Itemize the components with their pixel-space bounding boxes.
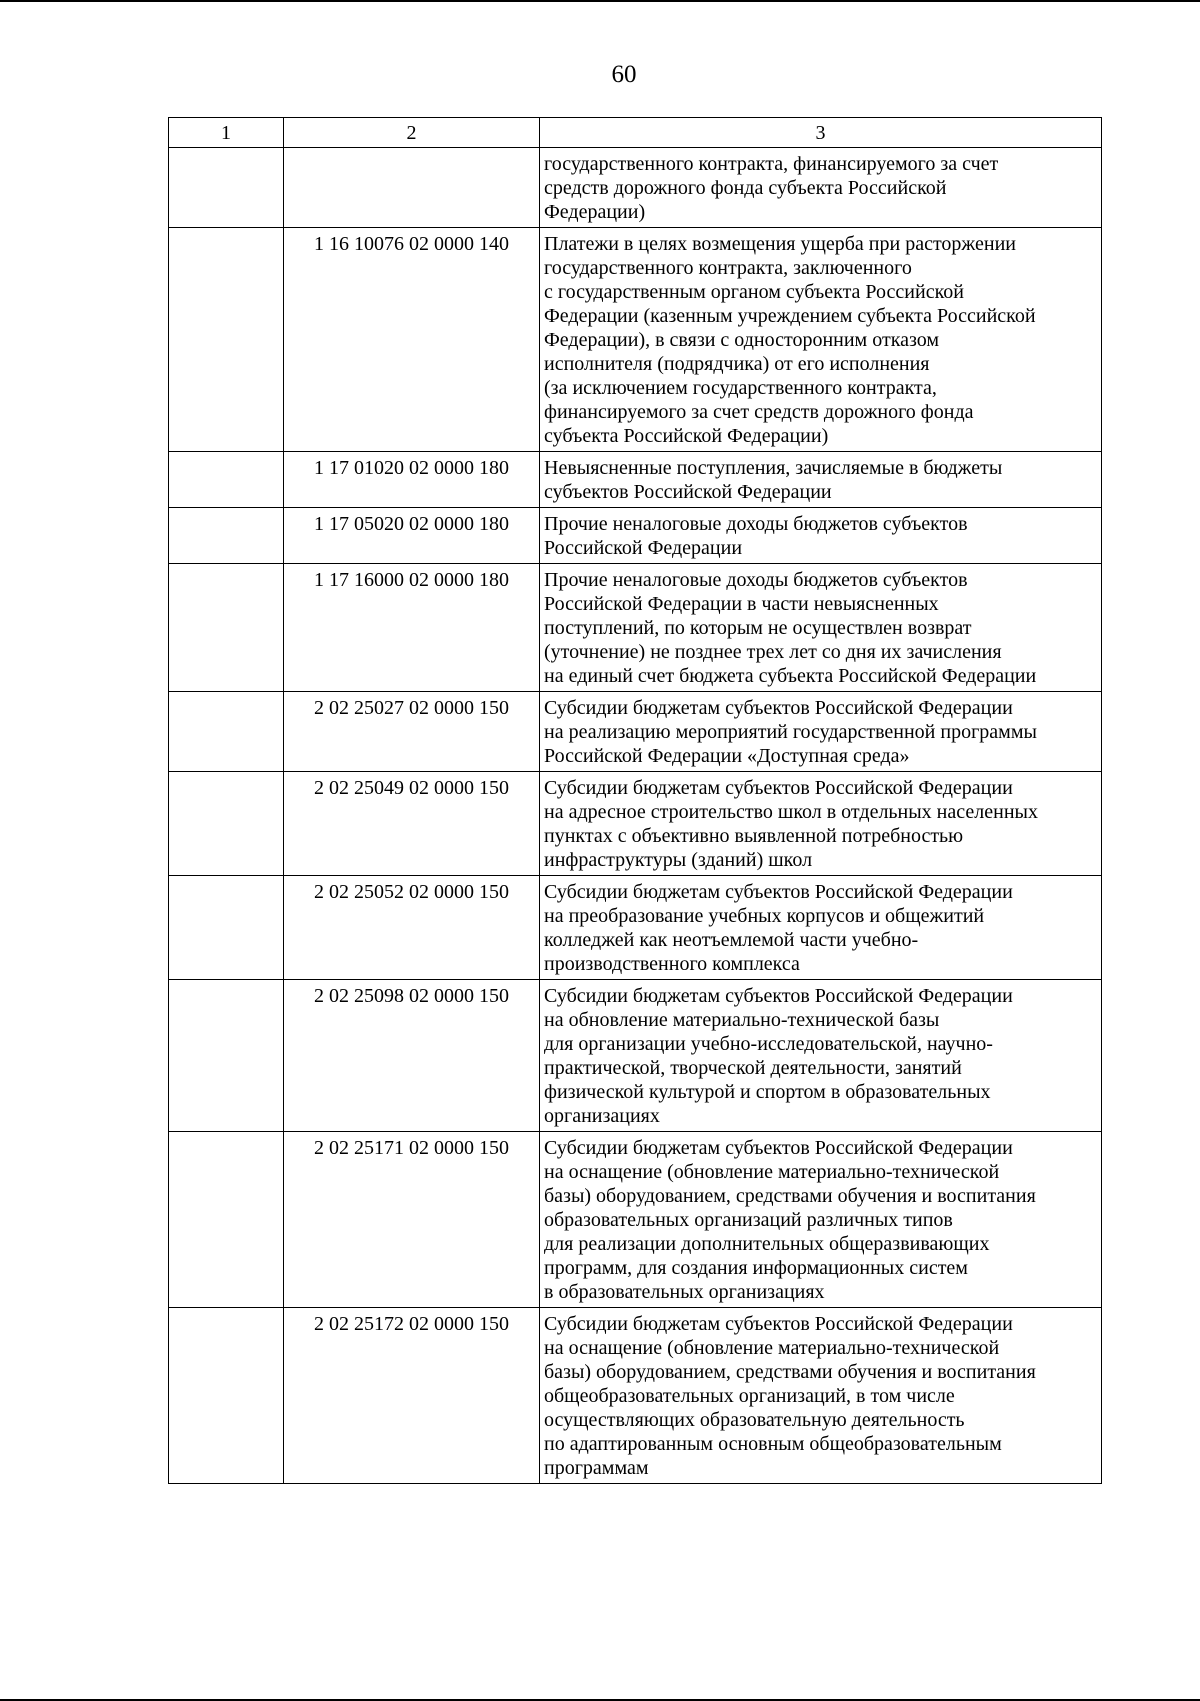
column-header-2: 2 bbox=[284, 118, 540, 148]
income-name-line: на преобразование учебных корпусов и общежитий bbox=[544, 905, 985, 927]
income-name-line: на реализацию мероприятий государственной программы bbox=[544, 721, 1037, 743]
table-body bbox=[169, 148, 1102, 1484]
cell-column-1 bbox=[169, 1132, 284, 1308]
cell-column-1 bbox=[169, 148, 284, 228]
table-row bbox=[169, 508, 1102, 564]
income-name-line: Федерации), в связи с односторонним отказом bbox=[544, 329, 940, 351]
income-name-line: Российской Федерации bbox=[544, 537, 743, 559]
income-name-cell bbox=[540, 564, 1102, 692]
income-name-line: Федерации) bbox=[544, 201, 646, 223]
income-name-line: пунктах с объективно выявленной потребностью bbox=[544, 825, 964, 847]
income-code-cell: 2 02 25171 02 0000 150 bbox=[284, 1132, 540, 1308]
cell-column-1 bbox=[169, 980, 284, 1132]
income-name-line: (за исключением государственного контракта, bbox=[544, 377, 937, 399]
income-code-cell: 2 02 25098 02 0000 150 bbox=[284, 980, 540, 1132]
page-top-edge bbox=[0, 0, 1200, 2]
table-row bbox=[169, 980, 1102, 1132]
income-name-line: исполнителя (подрядчика) от его исполнения bbox=[544, 353, 930, 375]
income-name-line: поступлений, по которым не осуществлен возврат bbox=[544, 617, 972, 639]
cell-column-1 bbox=[169, 876, 284, 980]
income-name-cell bbox=[540, 772, 1102, 876]
income-name-line: базы) оборудованием, средствами обучения и воспитания bbox=[544, 1361, 1036, 1383]
income-name-line: программ, для создания информационных систем bbox=[544, 1257, 968, 1279]
income-code-cell: 1 17 16000 02 0000 180 bbox=[284, 564, 540, 692]
column-header-3: 3 bbox=[540, 118, 1102, 148]
income-name-line: средств дорожного фонда субъекта Российской bbox=[544, 177, 947, 199]
cell-column-1 bbox=[169, 452, 284, 508]
income-name-line: (уточнение) не позднее трех лет со дня их зачисления bbox=[544, 641, 1002, 663]
income-code-cell: 2 02 25049 02 0000 150 bbox=[284, 772, 540, 876]
income-name-line: практической, творческой деятельности, занятий bbox=[544, 1057, 962, 1079]
income-name-line: Субсидии бюджетам субъектов Российской Федерации bbox=[544, 881, 1013, 903]
table-row bbox=[169, 692, 1102, 772]
income-name-line: Платежи в целях возмещения ущерба при расторжении bbox=[544, 233, 1016, 255]
cell-column-1 bbox=[169, 228, 284, 452]
income-name-line: на адресное строительство школ в отдельных населенных bbox=[544, 801, 1038, 823]
income-code-cell: 1 17 05020 02 0000 180 bbox=[284, 508, 540, 564]
income-name-line: на обновление материально-технической базы bbox=[544, 1009, 940, 1031]
income-name-line: на оснащение (обновление материально-технической bbox=[544, 1337, 1000, 1359]
income-name-line: Субсидии бюджетам субъектов Российской Федерации bbox=[544, 1137, 1013, 1159]
income-code-cell: 2 02 25052 02 0000 150 bbox=[284, 876, 540, 980]
income-name-line: программам bbox=[544, 1457, 649, 1479]
income-code-cell bbox=[284, 148, 540, 228]
income-code-cell: 2 02 25027 02 0000 150 bbox=[284, 692, 540, 772]
income-name-line: общеобразовательных организаций, в том числе bbox=[544, 1385, 955, 1407]
income-name-line: Невыясненные поступления, зачисляемые в бюджеты bbox=[544, 457, 1003, 479]
income-name-line: Субсидии бюджетам субъектов Российской Федерации bbox=[544, 1313, 1013, 1335]
income-name-line: субъекта Российской Федерации) bbox=[544, 425, 829, 447]
income-name-line: Федерации (казенным учреждением субъекта Российской bbox=[544, 305, 1036, 327]
income-name-cell bbox=[540, 508, 1102, 564]
table-row bbox=[169, 564, 1102, 692]
income-name-line: на единый счет бюджета субъекта Российской Федерации bbox=[544, 665, 1037, 687]
cell-column-1 bbox=[169, 508, 284, 564]
income-name-line: базы) оборудованием, средствами обучения и воспитания bbox=[544, 1185, 1036, 1207]
income-name-line: для организации учебно-исследовательской, научно- bbox=[544, 1033, 993, 1055]
income-name-line: Субсидии бюджетам субъектов Российской Федерации bbox=[544, 985, 1013, 1007]
income-name-line: инфраструктуры (зданий) школ bbox=[544, 849, 813, 871]
income-name-line: финансируемого за счет средств дорожного фонда bbox=[544, 401, 974, 423]
column-header-1: 1 bbox=[169, 118, 284, 148]
table-row bbox=[169, 228, 1102, 452]
income-name-line: по адаптированным основным общеобразовательным bbox=[544, 1433, 1002, 1455]
income-name-cell bbox=[540, 452, 1102, 508]
income-name-line: осуществляющих образовательную деятельность bbox=[544, 1409, 965, 1431]
income-name-cell bbox=[540, 692, 1102, 772]
income-name-cell bbox=[540, 228, 1102, 452]
table-row bbox=[169, 1132, 1102, 1308]
income-name-cell bbox=[540, 876, 1102, 980]
table-row bbox=[169, 1308, 1102, 1484]
income-name-line: субъектов Российской Федерации bbox=[544, 481, 832, 503]
table-header-row bbox=[169, 118, 1102, 148]
income-name-line: Прочие неналоговые доходы бюджетов субъектов bbox=[544, 569, 968, 591]
income-name-line: Субсидии бюджетам субъектов Российской Федерации bbox=[544, 697, 1013, 719]
budget-classification-table bbox=[168, 117, 1102, 1484]
cell-column-1 bbox=[169, 692, 284, 772]
cell-column-1 bbox=[169, 564, 284, 692]
income-name-line: физической культурой и спортом в образовательных bbox=[544, 1081, 991, 1103]
income-name-cell bbox=[540, 1308, 1102, 1484]
page-number: 60 bbox=[611, 61, 637, 88]
income-name-line: производственного комплекса bbox=[544, 953, 800, 975]
income-name-cell bbox=[540, 980, 1102, 1132]
table-row bbox=[169, 876, 1102, 980]
table-row bbox=[169, 452, 1102, 508]
table-row bbox=[169, 148, 1102, 228]
income-name-line: Субсидии бюджетам субъектов Российской Федерации bbox=[544, 777, 1013, 799]
income-name-line: Прочие неналоговые доходы бюджетов субъектов bbox=[544, 513, 968, 535]
income-name-line: государственного контракта, заключенного bbox=[544, 257, 912, 279]
income-code-cell: 1 17 01020 02 0000 180 bbox=[284, 452, 540, 508]
income-name-line: в образовательных организациях bbox=[544, 1281, 825, 1303]
cell-column-1 bbox=[169, 772, 284, 876]
income-code-cell: 2 02 25172 02 0000 150 bbox=[284, 1308, 540, 1484]
income-name-line: государственного контракта, финансируемого за счет bbox=[544, 153, 999, 175]
income-name-line: Российской Федерации в части невыясненных bbox=[544, 593, 939, 615]
income-name-line: организациях bbox=[544, 1105, 660, 1127]
table-row bbox=[169, 772, 1102, 876]
income-name-line: Российской Федерации «Доступная среда» bbox=[544, 745, 910, 767]
income-name-cell bbox=[540, 1132, 1102, 1308]
income-name-cell bbox=[540, 148, 1102, 228]
income-name-line: для реализации дополнительных общеразвивающих bbox=[544, 1233, 990, 1255]
income-name-line: на оснащение (обновление материально-технической bbox=[544, 1161, 1000, 1183]
income-name-line: колледжей как неотъемлемой части учебно- bbox=[544, 929, 919, 951]
income-name-line: образовательных организаций различных типов bbox=[544, 1209, 953, 1231]
income-code-cell: 1 16 10076 02 0000 140 bbox=[284, 228, 540, 452]
income-name-line: с государственным органом субъекта Российской bbox=[544, 281, 964, 303]
cell-column-1 bbox=[169, 1308, 284, 1484]
